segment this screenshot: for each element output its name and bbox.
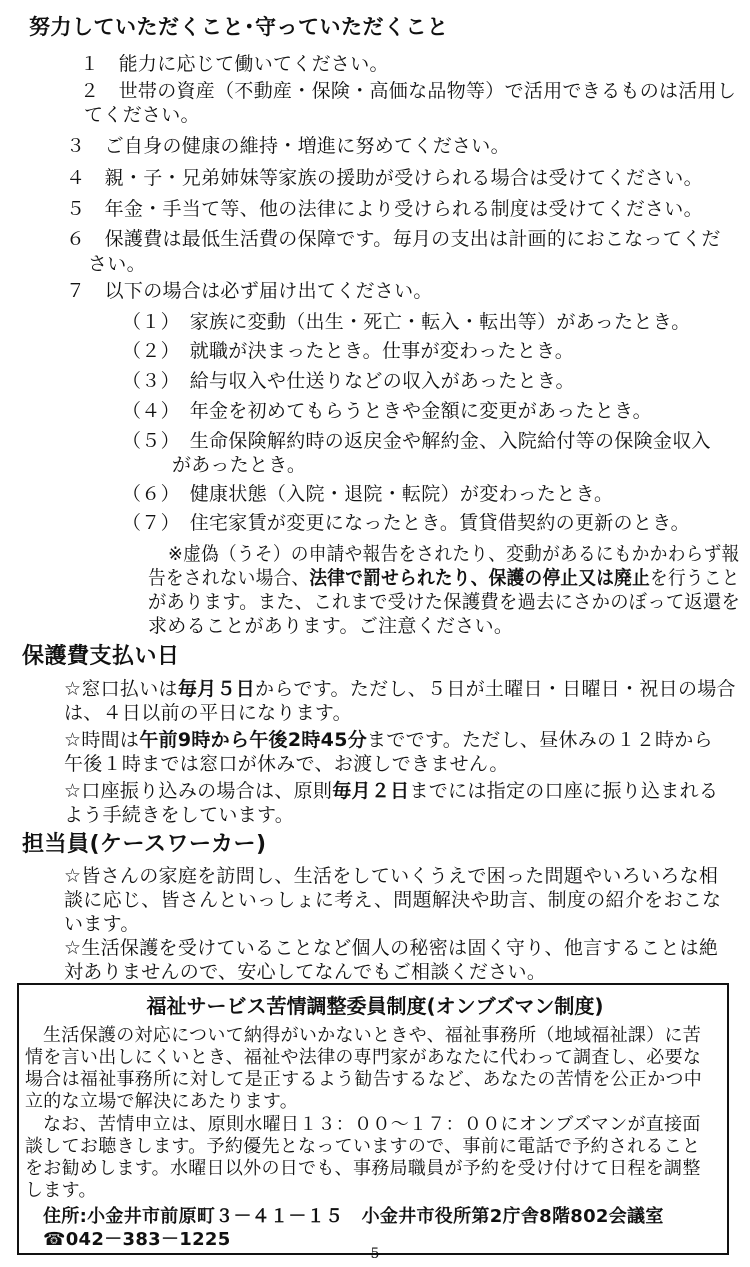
duties-heading: 努力していただくこと･守っていただくこと xyxy=(29,15,449,39)
ombudsman-phone: ☎042－383－1225 xyxy=(43,1229,231,1250)
duty-item-6: ６ 保護費は最低生活費の保障です。毎月の支出は計画的におこなってくだ xyxy=(66,228,721,250)
payment-window-line-2: は、４日以前の平日になります。 xyxy=(64,702,352,724)
ombudsman-line-3: 場合は福祉事務所に対して是正するよう勧告するなど、あなたの苦情を公正かつ中 xyxy=(25,1069,703,1090)
page-number: 5 xyxy=(370,1246,380,1262)
ombudsman-title: 福祉サービス苦情調整委員制度(オンブズマン制度) xyxy=(146,994,604,1018)
warning-line-1: ※虚偽（うそ）の申請や報告をされたり、変動があるにもかかわらず報 xyxy=(168,543,740,565)
ombudsman-line-7: をお勧めします。水曜日以外の日でも、事務局職員が予約を受け付けて日程を調整 xyxy=(25,1158,701,1179)
warning-line-2: 告をされない場合、法律で罰せられたり、保護の停止又は廃止を行うこと xyxy=(148,567,740,589)
payment-window-date: 毎月５日 xyxy=(177,678,256,700)
ombudsman-line-5: なお、苦情申立は、原則水曜日１３：００～１７：００にオンブズマンが直接面 xyxy=(43,1114,701,1135)
payment-hours: 午前9時から午後2時45分 xyxy=(139,729,368,751)
ombudsman-address: 住所:小金井市前原町３－４１－１５ 小金井市役所第2庁舎8階802会議室 xyxy=(43,1206,664,1227)
report-case-4: （４） 年金を初めてもらうときや金額に変更があったとき。 xyxy=(122,400,652,422)
duty-item-2-cont: てください。 xyxy=(84,104,200,126)
duty-item-4: ４ 親・子・兄弟姉妹等家族の援助が受けられる場合は受けてください。 xyxy=(66,167,703,189)
payment-window-line-1: ☆窓口払いは毎月５日からです。ただし、５日が土曜日・日曜日・祝日の場合 xyxy=(64,678,736,700)
caseworker-line-3: います。 xyxy=(64,913,140,935)
caseworker-line-5: 対ありませんので、安心してなんでもご相談ください。 xyxy=(64,961,547,983)
caseworker-line-4: ☆生活保護を受けていることなど個人の秘密は固く守り、他言することは絶 xyxy=(64,937,719,959)
payment-heading: 保護費支払い日 xyxy=(22,644,180,669)
report-case-7: （７） 住宅家賃が変更になったとき。賃貸借契約の更新のとき。 xyxy=(122,512,690,534)
duty-item-1: １ 能力に応じて働いてください。 xyxy=(80,53,389,75)
ombudsman-line-6: 談してお聴きします。予約優先となっていますので、事前に電話で予約されること xyxy=(25,1136,701,1157)
report-case-3: （３） 給与収入や仕送りなどの収入があったとき。 xyxy=(122,370,575,392)
caseworker-heading: 担当員(ケースワーカー) xyxy=(22,832,267,857)
duty-item-3: ３ ご自身の健康の維持・増進に努めてください。 xyxy=(66,135,510,157)
payment-transfer-line-2: よう手続きをしています。 xyxy=(64,804,295,826)
payment-transfer-line-1: ☆口座振り込みの場合は、原則毎月２日までには指定の口座に振り込まれる xyxy=(64,780,719,802)
duty-item-5: ５ 年金・手当て等、他の法律により受けられる制度は受けてください。 xyxy=(66,198,703,220)
ombudsman-line-8: します。 xyxy=(25,1180,97,1201)
report-case-5: （５） 生命保険解約時の返戻金や解約金、入院給付等の保険金収入 xyxy=(122,430,711,452)
warning-penalty-emphasis: 法律で罰せられたり、保護の停止又は廃止 xyxy=(309,567,651,589)
report-case-6: （６） 健康状態（入院・退院・転院）が変わったとき。 xyxy=(122,483,614,505)
duty-item-2: ２ 世帯の資産（不動産・保険・高価な品物等）で活用できるものは活用し xyxy=(80,80,737,102)
ombudsman-line-2: 情を言い出しにくいとき、福祉や法律の専門家があなたに代わって調査し、必要な xyxy=(25,1047,702,1068)
duty-item-6-cont: さい。 xyxy=(88,253,146,275)
report-case-2: （２） 就職が決まったとき。仕事が変わったとき。 xyxy=(122,340,574,362)
report-case-1: （１） 家族に変動（出生・死亡・転入・転出等）があったとき。 xyxy=(122,311,691,333)
duty-item-7: ７ 以下の場合は必ず届け出てください。 xyxy=(66,280,433,302)
payment-hours-line-1: ☆時間は午前9時から午後2時45分までです。ただし、昼休みの１２時から xyxy=(64,729,713,751)
warning-line-4: 求めることがあります。ご注意ください。 xyxy=(148,615,514,637)
report-case-5-cont: があったとき。 xyxy=(172,454,307,476)
payment-transfer-date: 毎月２日 xyxy=(332,780,410,802)
caseworker-line-1: ☆皆さんの家庭を訪問し、生活をしていくうえで困った問題やいろいろな相 xyxy=(64,865,719,887)
ombudsman-line-4: 立的な立場で解決にあたります。 xyxy=(25,1091,299,1112)
warning-line-3: があります。また、これまで受けた保護費を過去にさかのぼって返還を xyxy=(148,591,741,613)
payment-hours-line-2: 午後１時までは窓口が休みで、お渡しできません。 xyxy=(64,753,509,775)
caseworker-line-2: 談に応じ、皆さんといっしょに考え、問題解決や助言、制度の紹介をおこな xyxy=(64,889,722,911)
ombudsman-line-1: 生活保護の対応について納得がいかないときや、福祉事務所（地域福祉課）に苦 xyxy=(43,1025,702,1046)
